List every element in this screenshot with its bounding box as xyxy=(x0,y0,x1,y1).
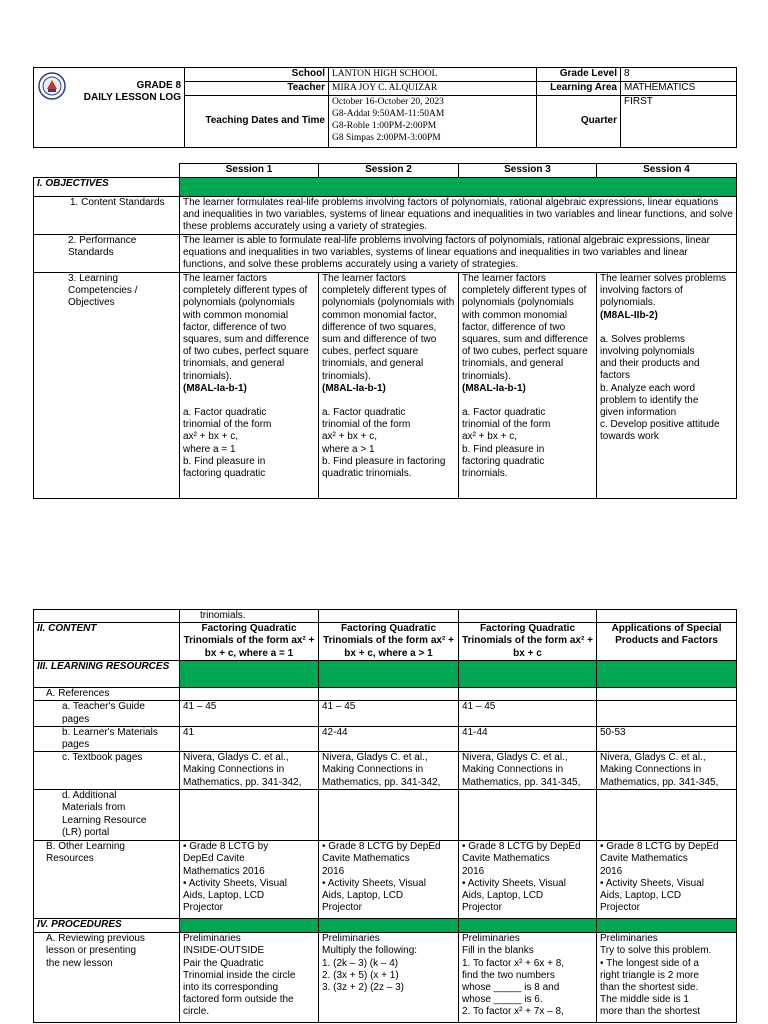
quarter-value: FIRST xyxy=(621,96,737,148)
competencies-label: 3. Learning Competencies / Objectives xyxy=(34,273,180,499)
resources-green-4 xyxy=(597,661,737,688)
content-standards-text: The learner formulates real-life problems involving factors of polynomials, rational algebraic expressions, linear equations and inequalities in two variables, systems of linear equations and inequalities in two variables and linear functions, and solve these problems accurately using a variety of strategies. xyxy=(180,197,737,235)
session-4-header: Session 4 xyxy=(597,164,737,178)
objectives-heading: I. OBJECTIVES xyxy=(34,178,180,197)
tg-label: a. Teacher's Guide pages xyxy=(34,701,180,726)
competency-code: (M8AL-Ia-b-1) xyxy=(462,382,526,394)
grade-title: GRADE 8 xyxy=(136,80,181,91)
teacher-label: Teacher xyxy=(185,82,329,96)
content-heading: II. CONTENT xyxy=(34,623,180,661)
add-blank-4 xyxy=(597,790,737,841)
other-resources-label: B. Other Learning Resources xyxy=(34,841,180,919)
lm-session-4: 50-53 xyxy=(597,726,737,751)
content-standards-label: 1. Content Standards xyxy=(34,197,180,235)
tb-session-1: Nivera, Gladys C. et al., Making Connections in Mathematics, pp. 341-342, xyxy=(180,752,319,790)
learning-area-label: Learning Area xyxy=(537,82,621,96)
tg-session-3: 41 – 45 xyxy=(459,701,597,726)
tb-session-2: Nivera, Gladys C. et al., Making Connections in Mathematics, pp. 341-342, xyxy=(319,752,459,790)
additional-materials-label: d. Additional Materials from Learning Resource (LR) portal xyxy=(34,790,180,841)
competency-code: (M8AL-IIb-2) xyxy=(600,309,658,321)
tb-session-4: Nivera, Gladys C. et al., Making Connections in Mathematics, pp. 341-345, xyxy=(597,752,737,790)
add-blank-1 xyxy=(180,790,319,841)
procedures-green-1 xyxy=(180,919,319,933)
ref-blank-4 xyxy=(597,688,737,701)
resources-heading: III. LEARNING RESOURCES xyxy=(34,661,180,688)
session-2-header: Session 2 xyxy=(319,164,459,178)
school-value: LANTON HIGH SCHOOL xyxy=(329,68,537,82)
performance-standards-label: 2. Performance Standards xyxy=(34,235,180,273)
session-1-header: Session 1 xyxy=(180,164,319,178)
content-session-2: Factoring Quadratic Trinomials of the form ax² + bx + c, where a > 1 xyxy=(319,623,459,661)
competency-cell-3 xyxy=(459,273,597,499)
review-label: A. Reviewing previous lesson or presenting the new lesson xyxy=(34,933,180,1023)
tg-session-1: 41 – 45 xyxy=(180,701,319,726)
other-session-2: • Grade 8 LCTG by DepEd Cavite Mathematics 2016 • Activity Sheets, Visual Aids, Laptop, LCD Projector xyxy=(319,841,459,919)
competency-cell-2 xyxy=(319,273,459,499)
resources-green-3 xyxy=(459,661,597,688)
competency-cell-4 xyxy=(597,273,737,499)
carry-blank xyxy=(34,610,180,623)
competency-text: The learner factors completely different types of polynomials (polynomials with common monomial factor, difference of two squares, sum and difference of two cubes, perfect square trinomials, and general trinomials). xyxy=(322,273,455,382)
competency-cell-1 xyxy=(180,273,319,499)
teacher-value: MIRA JOY C. ALQUIZAR xyxy=(329,82,537,96)
carry-text: trinomials. xyxy=(180,610,319,623)
log-title: DAILY LESSON LOG xyxy=(83,92,181,104)
add-blank-3 xyxy=(459,790,597,841)
tg-session-4 xyxy=(597,701,737,726)
competency-items: a. Factor quadratic trinomial of the form ax² + bx + c, b. Find pleasure in factoring quadratic trinomials. xyxy=(462,407,551,480)
grade-level-label: Grade Level xyxy=(537,68,621,82)
references-label: A. References xyxy=(34,688,180,701)
lm-session-1: 41 xyxy=(180,726,319,751)
dates-label: Teaching Dates and Time xyxy=(185,96,329,148)
review-session-3: Preliminaries Fill in the blanks 1. To factor x² + 6x + 8, find the two numbers whose _____ is 8 and whose _____ is 6. 2. To factor x² + 7x – 8, xyxy=(459,933,597,1023)
add-blank-2 xyxy=(319,790,459,841)
objectives-green-bar xyxy=(180,178,737,197)
resources-green-1 xyxy=(180,661,319,688)
review-session-4: Preliminaries Try to solve this problem. • The longest side of a right triangle is 2 more than the shortest side. The middle side is 1 more than the shortest xyxy=(597,933,737,1023)
header-logo-cell xyxy=(34,68,185,148)
content-session-4: Applications of Special Products and Factors xyxy=(597,623,737,661)
lm-session-3: 41-44 xyxy=(459,726,597,751)
other-session-4: • Grade 8 LCTG by DepEd Cavite Mathematics 2016 • Activity Sheets, Visual Aids, Laptop, LCD Projector xyxy=(597,841,737,919)
carry-blank-4 xyxy=(597,610,737,623)
carry-blank-3 xyxy=(459,610,597,623)
lm-session-2: 42-44 xyxy=(319,726,459,751)
content-session-1: Factoring Quadratic Trinomials of the form ax² + bx + c, where a = 1 xyxy=(180,623,319,661)
procedures-green-3 xyxy=(459,919,597,933)
resources-green-2 xyxy=(319,661,459,688)
competency-text: The learner solves problems involving factors of polynomials. xyxy=(600,273,727,309)
content-session-3: Factoring Quadratic Trinomials of the form ax² + bx + c xyxy=(459,623,597,661)
header-table xyxy=(33,67,737,148)
competency-code: (M8AL-Ia-b-1) xyxy=(322,382,386,394)
carry-blank-2 xyxy=(319,610,459,623)
blank-corner xyxy=(34,164,180,178)
tg-session-2: 41 – 45 xyxy=(319,701,459,726)
competency-items: a. Solves problems involving polynomials and their products and factors b. Analyze each word problem to identify the given information c. Develop positive attitude towards work xyxy=(600,333,720,443)
learning-area-value: MATHEMATICS xyxy=(621,82,737,96)
other-session-3: • Grade 8 LCTG by DepEd Cavite Mathematics 2016 • Activity Sheets, Visual Aids, Laptop, LCD Projector xyxy=(459,841,597,919)
competency-items: a. Factor quadratic trinomial of the form ax² + bx + c, where a = 1 b. Find pleasure in factoring quadratic xyxy=(183,407,272,480)
ref-blank-1 xyxy=(180,688,319,701)
quarter-label: Quarter xyxy=(537,96,621,148)
other-session-1: • Grade 8 LCTG by DepEd Cavite Mathematics 2016 • Activity Sheets, Visual Aids, Laptop, LCD Projector xyxy=(180,841,319,919)
tb-label: c. Textbook pages xyxy=(34,752,180,790)
lm-label: b. Learner's Materials pages xyxy=(34,726,180,751)
school-label: School xyxy=(185,68,329,82)
review-session-2: Preliminaries Multiply the following: 1. (2k – 3) (k – 4) 2. (3x + 5) (x + 1) 3. (3z + 2) (2z – 3) xyxy=(319,933,459,1023)
session-3-header: Session 3 xyxy=(459,164,597,178)
competency-code: (M8AL-Ia-b-1) xyxy=(183,382,247,394)
competency-text: The learner factors completely different types of polynomials (polynomials with common monomial factor, difference of two squares, sum and difference of two cubes, perfect square trinomials, and general trinomials). xyxy=(183,273,310,382)
performance-standards-text: The learner is able to formulate real-life problems involving factors of polynomials, rational algebraic expressions, linear equations and inequalities in two variables, systems of linear equations and inequalities in two variables and linear functions, and solve these problems accurately using a variety of strategies. xyxy=(180,235,737,273)
competency-items: a. Factor quadratic trinomial of the form ax² + bx + c, where a > 1 b. Find pleasure in factoring quadratic trinomials. xyxy=(322,407,446,480)
procedures-green-2 xyxy=(319,919,459,933)
dates-value: October 16-October 20, 2023 G8-Addat 9:50AM-11:50AM G8-Roble 1:00PM-2:00PM G8 Simpas 2:00PM-3:00PM xyxy=(329,96,537,148)
ref-blank-2 xyxy=(319,688,459,701)
review-session-1: Preliminaries INSIDE-OUTSIDE Pair the Quadratic Trinomial inside the circle into its corresponding factored form outside the circle. xyxy=(180,933,319,1023)
objectives-table xyxy=(33,163,737,499)
deped-seal-icon xyxy=(38,72,66,100)
grade-level-value: 8 xyxy=(621,68,737,82)
content-procedures-table xyxy=(33,609,737,1023)
tb-session-3: Nivera, Gladys C. et al., Making Connections in Mathematics, pp. 341-345, xyxy=(459,752,597,790)
competency-text: The learner factors completely different types of polynomials (polynomials with common monomial factor, difference of two squares, sum and difference of two cubes, perfect square trinomials, and general trinomials). xyxy=(462,273,589,382)
ref-blank-3 xyxy=(459,688,597,701)
procedures-heading: IV. PROCEDURES xyxy=(34,919,180,933)
procedures-green-4 xyxy=(597,919,737,933)
